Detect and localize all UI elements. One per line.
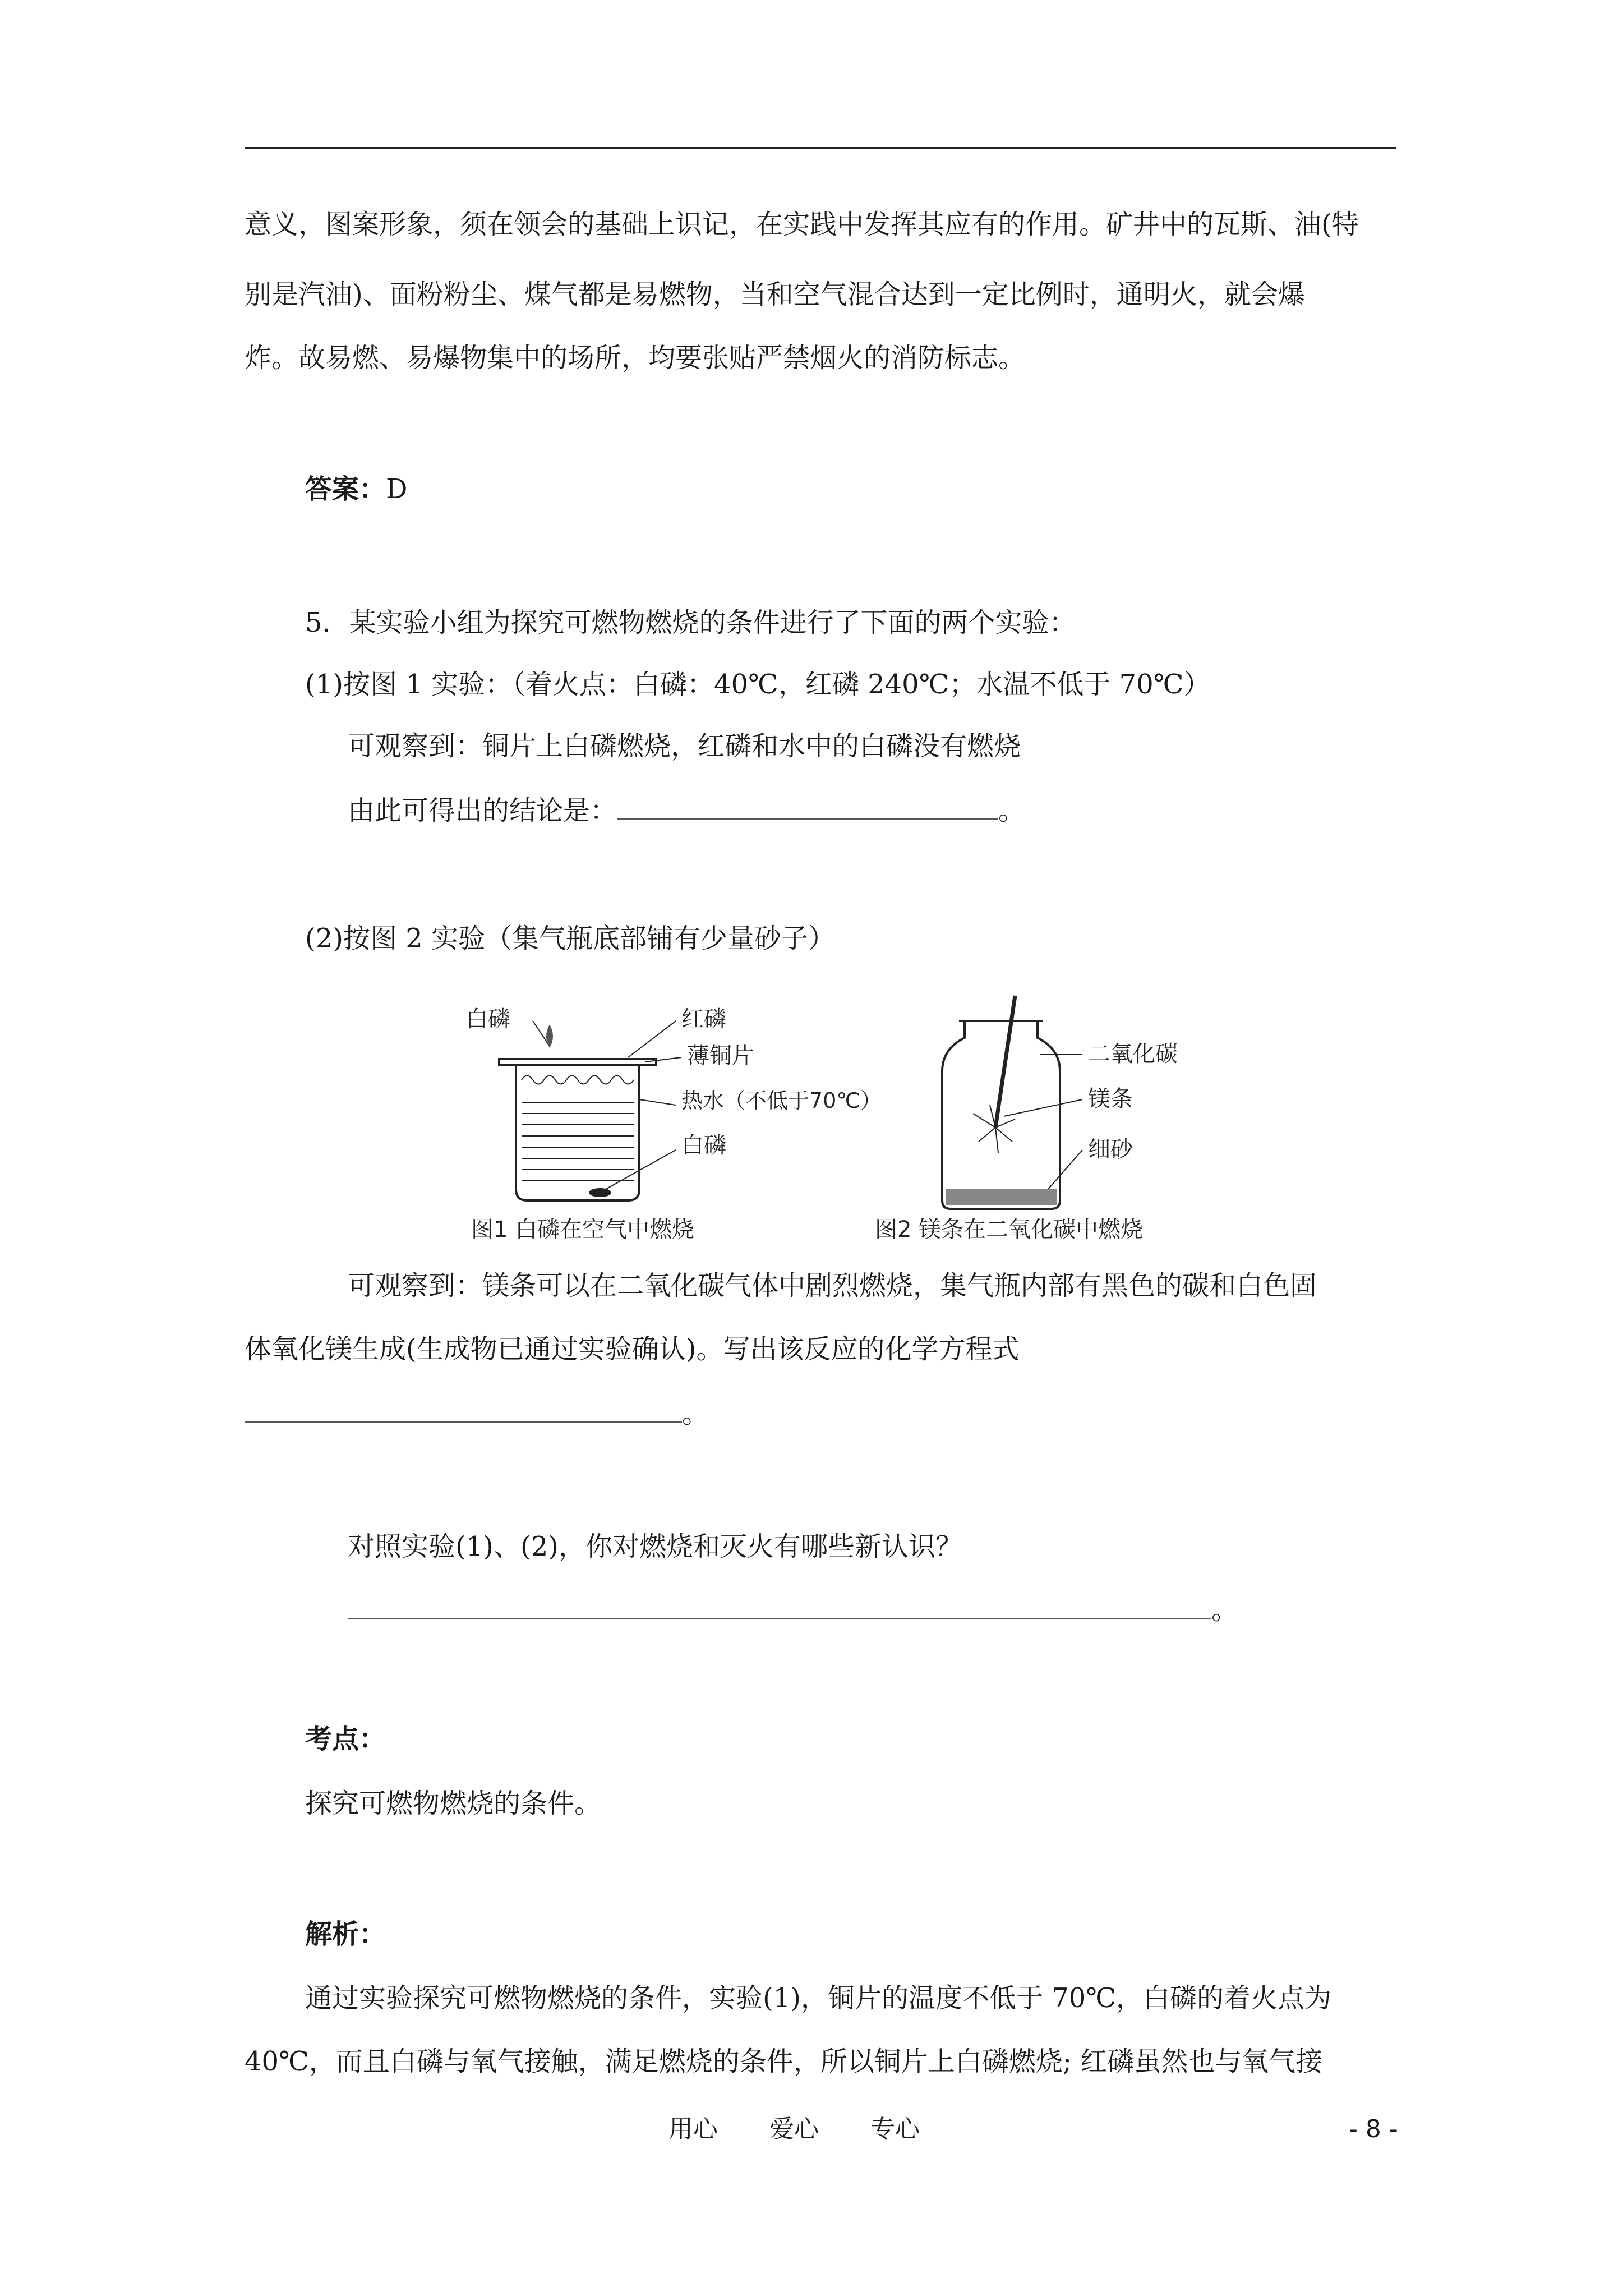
label-sand: 细砂 bbox=[1088, 1137, 1133, 1162]
kaodian-label: 考点： bbox=[305, 1723, 386, 1755]
answer-value: D bbox=[386, 473, 408, 505]
end-mark-2: 。 bbox=[682, 1398, 709, 1429]
footer-c1: 用心 bbox=[668, 2115, 718, 2143]
conclusion-prompt: 由此可得出的结论是： bbox=[348, 795, 617, 826]
jiexi-label: 解析： bbox=[305, 1918, 386, 1950]
label-white-p-top: 白磷 bbox=[465, 1006, 510, 1032]
spark-lines bbox=[973, 1105, 1015, 1153]
label-co2: 二氧化碳 bbox=[1088, 1041, 1178, 1067]
footer-c2: 爱心 bbox=[769, 2115, 819, 2143]
answer-label: 答案： bbox=[305, 473, 386, 505]
footer-c3: 专心 bbox=[870, 2115, 920, 2143]
compare-question: 对照实验(1)、(2)，你对燃烧和灭火有哪些新认识？ bbox=[348, 1531, 962, 1562]
flame-icon bbox=[546, 1024, 553, 1048]
jiexi-line-2: 40℃，而且白磷与氧气接触，满足燃烧的条件，所以铜片上白磷燃烧; 红磷虽然也与氧气接 bbox=[245, 2046, 1323, 2077]
compare-line bbox=[348, 1593, 1238, 1627]
label-mg: 镁条 bbox=[1088, 1086, 1133, 1112]
question-stem: 5．某实验小组为探究可燃物燃烧的条件进行了下面的两个实验： bbox=[305, 607, 1076, 638]
equation-line bbox=[245, 1397, 709, 1430]
compare-answer-blank[interactable] bbox=[348, 1596, 1211, 1619]
observe2-line-2: 体氧化镁生成(生成物已通过实验确认)。写出该反应的化学方程式 bbox=[245, 1333, 1020, 1365]
sand-layer bbox=[946, 1189, 1057, 1205]
label-white-p-bottom: 白磷 bbox=[681, 1133, 726, 1158]
part1-text: (1)按图 1 实验：（着火点：白磷：40℃，红磷 240℃；水温不低于 70℃） bbox=[305, 669, 1211, 700]
end-mark-3: 。 bbox=[1211, 1594, 1239, 1626]
water-lines bbox=[522, 1102, 634, 1181]
observe1-text: 可观察到：铜片上白磷燃烧，红磷和水中的白磷没有燃烧 bbox=[348, 730, 1021, 762]
jar-outline bbox=[942, 1021, 1060, 1209]
end-mark-1: 。 bbox=[998, 795, 1026, 826]
answer-line bbox=[305, 472, 408, 506]
experiment-figure bbox=[460, 987, 1189, 1240]
fig2-caption: 图2 镁条在二氧化碳中燃烧 bbox=[875, 1217, 1144, 1240]
equation-answer-blank[interactable] bbox=[245, 1400, 682, 1423]
kaodian-text: 探究可燃物燃烧的条件。 bbox=[305, 1788, 602, 1819]
header-rule bbox=[245, 147, 1396, 149]
fig1-caption: 图1 白磷在空气中燃烧 bbox=[471, 1217, 695, 1240]
jiexi-line-1: 通过实验探究可燃物燃烧的条件，实验(1)，铜片的温度不低于 70℃，白磷的着火点为 bbox=[305, 1982, 1332, 2014]
label-hot-water: 热水（不低于70℃） bbox=[681, 1088, 882, 1113]
paragraph-line-2: 别是汽油)、面粉粉尘、煤气都是易燃物，当和空气混合达到一定比例时，通明火，就会爆 bbox=[245, 279, 1305, 310]
observe2-line-1: 可观察到：镁条可以在二氧化碳气体中剧烈燃烧，集气瓶内部有黑色的碳和白色固 bbox=[348, 1270, 1317, 1301]
label-copper: 薄铜片 bbox=[687, 1043, 754, 1069]
conclusion-answer-blank[interactable] bbox=[617, 797, 998, 820]
label-red-p: 红磷 bbox=[681, 1006, 726, 1032]
conclusion-line bbox=[348, 794, 1025, 827]
paragraph-line-1: 意义，图案形象，须在领会的基础上识记，在实践中发挥其应有的作用。矿井中的瓦斯、油(特 bbox=[245, 209, 1359, 240]
magnesium-strip bbox=[995, 996, 1015, 1128]
white-phosphorus-bottom bbox=[589, 1188, 611, 1197]
water-surface bbox=[522, 1076, 634, 1084]
part2-text: (2)按图 2 实验（集气瓶底部铺有少量砂子） bbox=[305, 923, 836, 954]
paragraph-line-3: 炸。故易燃、易爆物集中的场所，均要张贴严禁烟火的消防标志。 bbox=[245, 342, 1026, 374]
copper-plate bbox=[499, 1059, 656, 1065]
page-number: - 8 - bbox=[1349, 2115, 1398, 2143]
